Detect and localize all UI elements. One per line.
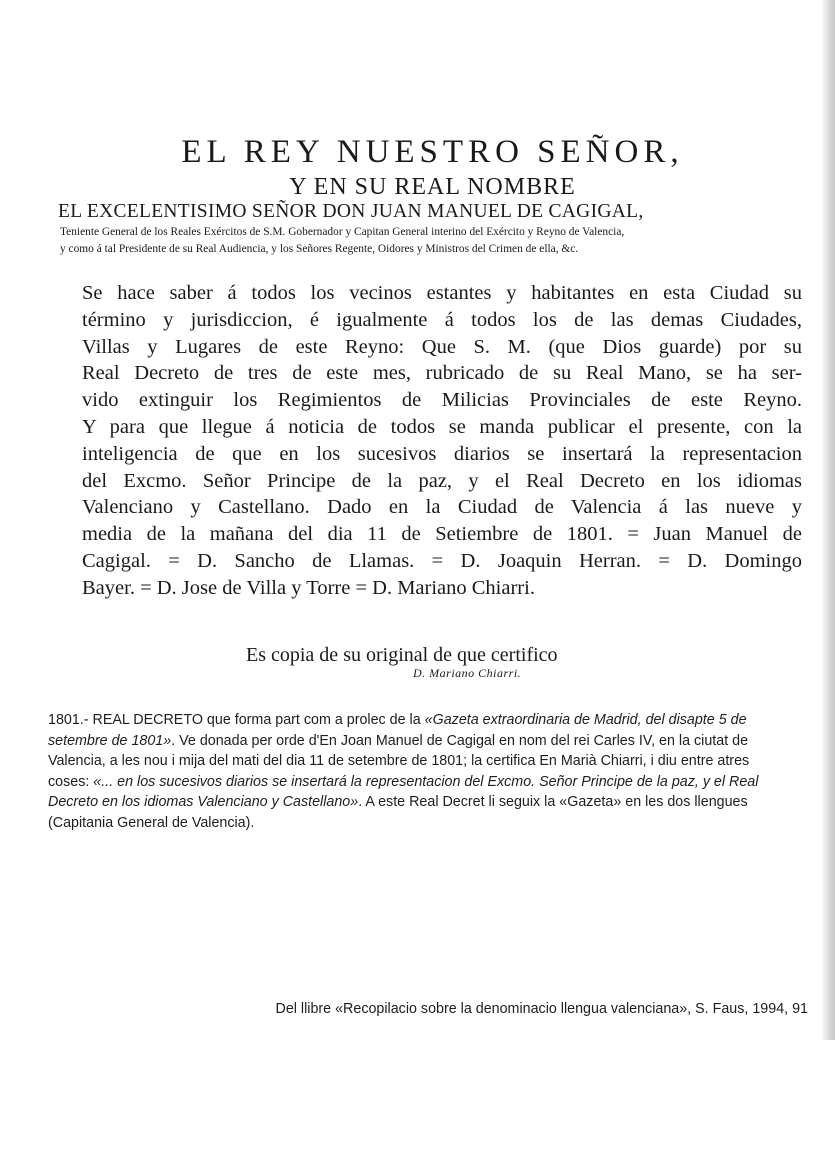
- certification-line: Es copia de su original de que certifico: [246, 644, 558, 666]
- caption-line: [48, 772, 813, 793]
- caption-text: . Ve donada per orde d'En Joan Manuel de Cagigal en nom del rei Carles IV, en la ciutat de: [171, 732, 749, 749]
- decree-body-line: vido extinguir los Regimientos de Milicias Provinciales de este Reyno.: [82, 389, 802, 412]
- decree-official: EL EXCELENTISIMO SEÑOR DON JUAN MANUEL DE CAGIGAL,: [58, 201, 644, 222]
- caption-quote-text: «Gazeta extraordinaria de Madrid, del disapte 5 de: [424, 712, 747, 728]
- caption-text: 1801.- REAL DECRETO que forma part com a prolec de la: [48, 712, 425, 728]
- caption-paragraph: [48, 710, 813, 833]
- decree-body-line: Valenciano y Castellano. Dado en la Ciudad de Valencia á las nueve y: [82, 496, 802, 519]
- signer-name: D. Mariano Chiarri.: [413, 666, 522, 680]
- decree-body-line: Bayer. = D. Jose de Villa y Torre = D. Mariano Chiarri.: [82, 576, 535, 599]
- decree-body-line: media de la mañana del dia 11 de Setiembre de 1801. = Juan Manuel de: [82, 523, 802, 546]
- decree-subtitle: Y EN SU REAL NOMBRE: [289, 174, 576, 200]
- source-citation: Del llibre «Recopilacio sobre la denominacio llengua valenciana», S. Faus, 1994, 91: [275, 1001, 808, 1018]
- caption-quote-text: setembre de 1801»: [48, 732, 172, 749]
- caption-line: [48, 731, 813, 752]
- decree-body-line: Real Decreto de tres de este mes, rubricado de su Real Mano, se ha ser-: [82, 362, 802, 385]
- caption-quote-text: «... en los sucesivos diarios se insertará la representacion del Excmo. Señor Principe de la paz, y el Real: [93, 773, 759, 790]
- caption-line: [48, 792, 813, 813]
- decree-body-line: Y para que llegue á noticia de todos se manda publicar el presente, con la: [82, 415, 802, 438]
- decree-body-line: Se hace saber á todos los vecinos estantes y habitantes en esta Ciudad su: [82, 282, 802, 304]
- caption-line: [48, 813, 813, 834]
- decree-body: [82, 280, 802, 602]
- official-titles-line: y como á tal Presidente de su Real Audiencia, y los Señores Regente, Oidores y Ministros del Crimen de ella, &c.: [60, 243, 579, 255]
- caption-text: Valencia, a les nou i mija del mati del dia 11 de setembre de 1801; la certifica En Marià Chiarri, i diu entre atres: [48, 753, 750, 769]
- caption-line: [48, 751, 813, 772]
- decree-body-line: del Excmo. Señor Principe de la paz, y el Real Decreto en los idiomas: [82, 469, 802, 492]
- caption-quote-text: Decreto en los idiomas Valenciano y Castellano»: [48, 794, 359, 810]
- decree-body-line: término y jurisdiccion, é igualmente á todos los de las demas Ciudades,: [82, 308, 802, 331]
- caption-text: . A este Real Decret li seguix la «Gazeta» en les dos llengues: [358, 794, 748, 810]
- decree-document: [58, 130, 805, 680]
- decree-title: EL REY NUESTRO SEÑOR,: [181, 134, 684, 170]
- decree-body-line: inteligencia de que en los sucesivos diarios se insertará la representacion: [82, 442, 802, 465]
- decree-body-line: Cagigal. = D. Sancho de Llamas. = D. Joaquin Herran. = D. Domingo: [82, 549, 802, 572]
- caption-text: (Capitania General de Valencia).: [48, 814, 255, 831]
- caption-text: coses:: [48, 773, 94, 790]
- caption-line: [48, 710, 813, 731]
- decree-body-line: Villas y Lugares de este Reyno: Que S. M. (que Dios guarde) por su: [82, 335, 802, 358]
- official-titles-line: Teniente General de los Reales Exércitos de S.M. Gobernador y Capitan General interino del Exército y Reyno de Valencia,: [60, 226, 625, 238]
- page-edge-shadow: [821, 0, 835, 1040]
